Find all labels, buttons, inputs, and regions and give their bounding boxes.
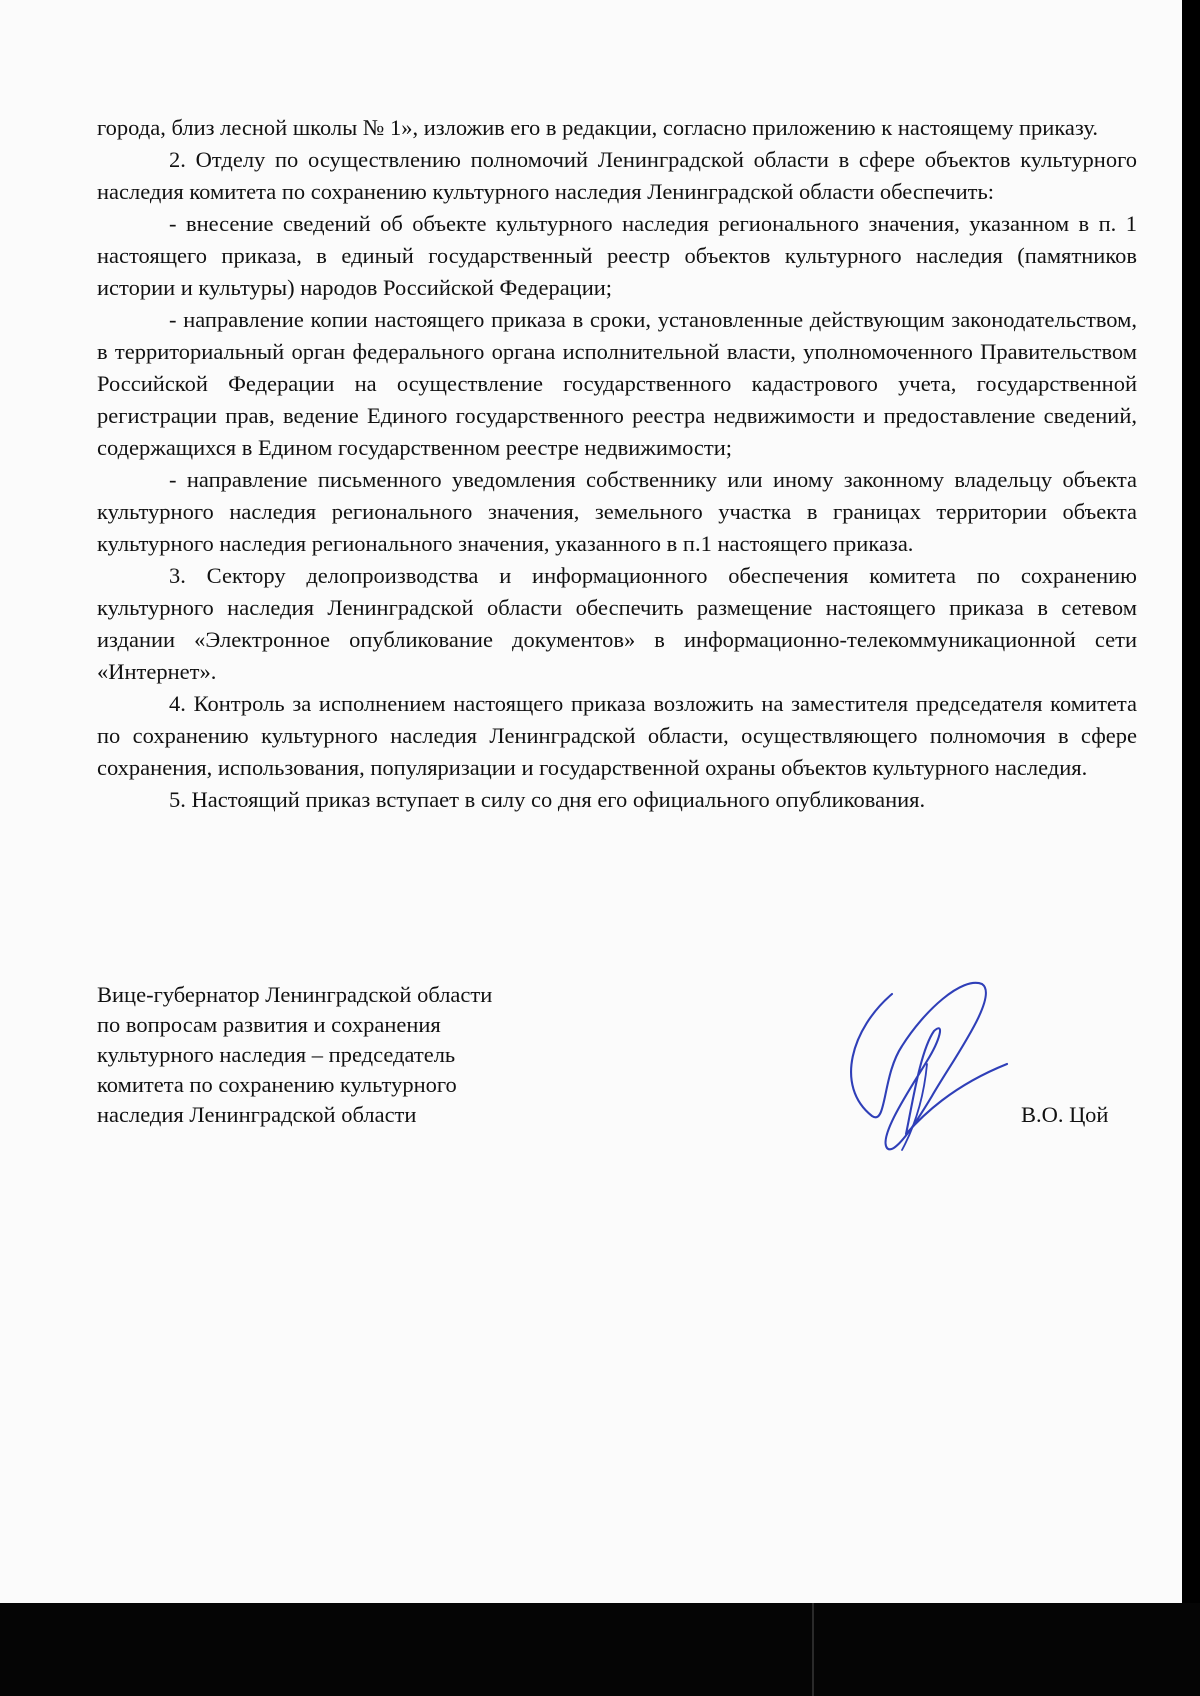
paragraph-8: 5. Настоящий приказ вступает в силу со дня его официального опубликования.	[169, 787, 926, 812]
document-body	[97, 112, 1137, 816]
paragraph-4: - направление копии настоящего приказа в сроки, установленные действующим законодательством, в территориальный орган федерального органа исполнительной власти, уполномоченного Правительством Российской Федерации на осуществление государственного кадастрового учета, государственной регистрации прав, ведение Единого государственного реестра недвижимости и предоставление сведений, содержащихся в Едином государственном реестре недвижимости;	[97, 307, 1137, 460]
paragraph-3: - внесение сведений об объекте культурного наследия регионального значения, указанном в п. 1 настоящего приказа, в единый государственный реестр объектов культурного наследия (памятников истории и культуры) народов Российской Федерации;	[97, 211, 1137, 300]
paragraph-2: 2. Отделу по осуществлению полномочий Ленинградской области в сфере объектов культурного наследия комитета по сохранению культурного наследия Ленинградской области обеспечить:	[97, 147, 1137, 204]
position-line: культурного наследия – председатель	[97, 1042, 456, 1067]
signer-position	[97, 980, 617, 1130]
paragraph-7: 4. Контроль за исполнением настоящего приказа возложить на заместителя председателя комитета по сохранению культурного наследия Ленинградской области, осуществляющего полномочия в сфере сохранения, использования, популяризации и государственной охраны объектов культурного наследия.	[97, 691, 1137, 780]
scan-seam	[812, 1603, 814, 1696]
signer-name: В.О. Цой	[1021, 1102, 1109, 1127]
position-line: по вопросам развития и сохранения	[97, 1012, 441, 1037]
paragraph-6: 3. Сектору делопроизводства и информационного обеспечения комитета по сохранению культурного наследия Ленинградской области обеспечить размещение настоящего приказа в сетевом издании «Электронное опубликование документов» в информационно-телекоммуникационной сети «Интернет».	[97, 563, 1137, 684]
position-line: комитета по сохранению культурного	[97, 1072, 457, 1097]
paragraph-1: города, близ лесной школы № 1», изложив его в редакции, согласно приложению к настоящему приказу.	[97, 115, 1098, 140]
signature-block	[97, 980, 1137, 1180]
scan-right-border	[1182, 0, 1200, 1696]
scan-bottom-border	[0, 1603, 1200, 1696]
handwritten-signature	[832, 966, 1012, 1166]
position-line: Вице-губернатор Ленинградской области	[97, 982, 493, 1007]
position-line: наследия Ленинградской области	[97, 1102, 417, 1127]
paragraph-5: - направление письменного уведомления собственнику или иному законному владельцу объекта культурного наследия регионального значения, земельного участка в границах территории объекта культурного наследия регионального значения, указанного в п.1 настоящего приказа.	[97, 467, 1137, 556]
